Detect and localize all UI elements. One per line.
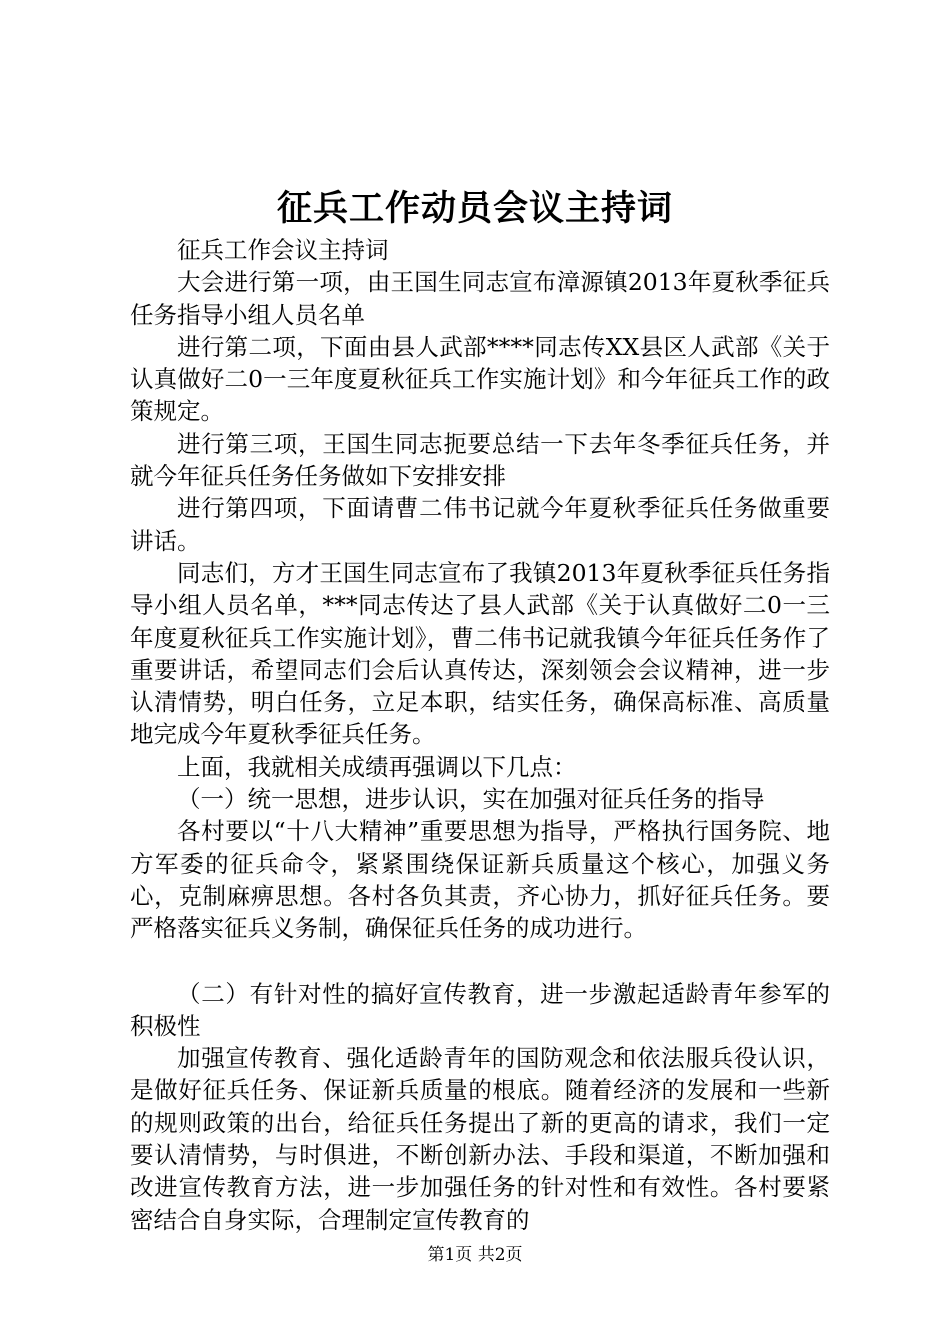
paragraph-section-2: 加强宣传教育、强化适龄青年的国防观念和依法服兵役认识，是做好征兵任务、保证新兵质量的根底。随着经济的发展和一些新的规则政策的出台，给征兵任务提出了新的更高的请求，我们一定要认清情势，与时俱进，不断创新办法、手段和渠道，不断加强和改进宣传教育方法，进一步加强任务的针对性和有效性。各村要紧密结合自身实际，合理制定宣传教育的 bbox=[130, 1044, 830, 1234]
document-title: 征兵工作动员会议主持词 bbox=[276, 188, 673, 229]
paragraph-item-2: 进行第二项，下面由县人武部****同志传XX县区人武部《关于认真做好二0一三年度夏秋征兵工作实施计划》和今年征兵工作的政策规定。 bbox=[130, 332, 830, 426]
paragraph-subtitle: 征兵工作会议主持词 bbox=[177, 236, 389, 264]
paragraph-item-4: 进行第四项，下面请曹二伟书记就今年夏秋季征兵任务做重要讲话。 bbox=[130, 494, 830, 555]
paragraph-item-3: 进行第三项，王国生同志扼要总结一下去年冬季征兵任务，并就今年征兵任务任务做如下安排安排 bbox=[130, 429, 830, 491]
paragraph-item-1: 大会进行第一项，由王国生同志宣布漳源镇2013年夏秋季征兵任务指导小组人员名单 bbox=[130, 268, 830, 329]
section-heading-2: （二）有针对性的搞好宣传教育，进一步激起适龄青年参军的积极性 bbox=[130, 979, 830, 1040]
page-footer: 第1页 共2页 bbox=[427, 1245, 523, 1265]
document-body bbox=[130, 234, 830, 1236]
paragraph-summary: 同志们，方才王国生同志宣布了我镇2013年夏秋季征兵任务指导小组人员名单，***同志传达了县人武部《关于认真做好二0一三年度夏秋征兵工作实施计划》，曹二伟书记就我镇今年征兵任务作了重要讲话，希望同志们会后认真传达，深刻领会会议精神，进一步认清情势，明白任务，立足本职，结实任务，确保高标准、高质量地完成今年夏秋季征兵任务。 bbox=[130, 558, 830, 749]
paragraph-intro-points: 上面，我就相关成绩再强调以下几点： bbox=[177, 752, 577, 781]
paragraph-section-1: 各村要以“十八大精神”重要思想为指导，严格执行国务院、地方军委的征兵命令，紧紧围绕保证新兵质量这个核心，加强义务心，克制麻痹思想。各村各负其责，齐心协力，抓好征兵任务。要严格落实征兵义务制，确保征兵任务的成功进行。 bbox=[130, 817, 830, 943]
section-heading-1: （一）统一思想，进步认识，实在加强对征兵任务的指导 bbox=[177, 785, 765, 814]
blank-line bbox=[130, 945, 830, 978]
